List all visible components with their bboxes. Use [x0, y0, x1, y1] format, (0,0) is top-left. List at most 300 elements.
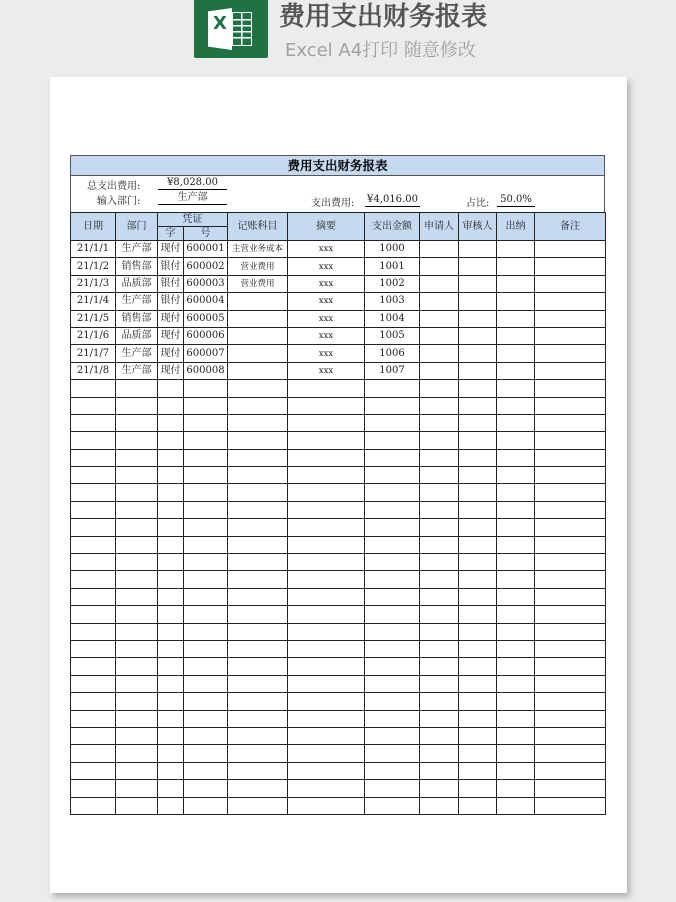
- amount-cell[interactable]: [365, 658, 420, 675]
- cashier-cell[interactable]: [497, 658, 535, 675]
- voucher-number-cell[interactable]: [184, 519, 228, 536]
- voucher-number-cell[interactable]: [184, 536, 228, 553]
- voucher-type-cell[interactable]: [158, 536, 184, 553]
- account-cell[interactable]: [228, 449, 288, 466]
- cashier-cell[interactable]: [497, 467, 535, 484]
- notes-cell[interactable]: [535, 519, 606, 536]
- cashier-cell[interactable]: [497, 275, 535, 292]
- summary-cell[interactable]: [288, 554, 365, 571]
- reviewer-cell[interactable]: [459, 640, 497, 657]
- applicant-cell[interactable]: [420, 241, 459, 258]
- amount-cell[interactable]: 1004: [365, 310, 420, 327]
- voucher-type-cell[interactable]: [158, 693, 184, 710]
- department-cell[interactable]: 品质部: [116, 275, 158, 292]
- summary-cell[interactable]: [288, 762, 365, 779]
- amount-cell[interactable]: [365, 623, 420, 640]
- voucher-type-cell[interactable]: 现付: [158, 310, 184, 327]
- voucher-number-cell[interactable]: [184, 414, 228, 431]
- notes-cell[interactable]: [535, 727, 606, 744]
- date-cell[interactable]: 21/1/7: [71, 345, 116, 362]
- cashier-cell[interactable]: [497, 327, 535, 344]
- summary-cell[interactable]: [288, 745, 365, 762]
- department-cell[interactable]: 销售部: [116, 258, 158, 275]
- department-cell[interactable]: [116, 606, 158, 623]
- cashier-cell[interactable]: [497, 693, 535, 710]
- date-cell[interactable]: [71, 519, 116, 536]
- summary-cell[interactable]: [288, 519, 365, 536]
- applicant-cell[interactable]: [420, 414, 459, 431]
- voucher-type-cell[interactable]: [158, 675, 184, 692]
- voucher-number-cell[interactable]: [184, 588, 228, 605]
- summary-cell[interactable]: [288, 780, 365, 797]
- voucher-type-cell[interactable]: [158, 745, 184, 762]
- date-cell[interactable]: 21/1/3: [71, 275, 116, 292]
- notes-cell[interactable]: [535, 797, 606, 814]
- applicant-cell[interactable]: [420, 797, 459, 814]
- voucher-number-cell[interactable]: [184, 762, 228, 779]
- reviewer-cell[interactable]: [459, 675, 497, 692]
- summary-cell[interactable]: [288, 658, 365, 675]
- notes-cell[interactable]: [535, 380, 606, 397]
- account-cell[interactable]: [228, 293, 288, 310]
- reviewer-cell[interactable]: [459, 710, 497, 727]
- reviewer-cell[interactable]: [459, 501, 497, 518]
- reviewer-cell[interactable]: [459, 484, 497, 501]
- account-cell[interactable]: [228, 327, 288, 344]
- summary-cell[interactable]: [288, 397, 365, 414]
- voucher-type-cell[interactable]: 银付: [158, 293, 184, 310]
- notes-cell[interactable]: [535, 327, 606, 344]
- date-cell[interactable]: [71, 640, 116, 657]
- voucher-number-cell[interactable]: [184, 606, 228, 623]
- summary-cell[interactable]: [288, 606, 365, 623]
- department-cell[interactable]: [116, 762, 158, 779]
- voucher-type-cell[interactable]: [158, 762, 184, 779]
- account-cell[interactable]: [228, 345, 288, 362]
- voucher-number-cell[interactable]: 600007: [184, 345, 228, 362]
- amount-cell[interactable]: 1001: [365, 258, 420, 275]
- department-cell[interactable]: [116, 727, 158, 744]
- date-cell[interactable]: 21/1/1: [71, 241, 116, 258]
- department-input[interactable]: 生产部: [158, 191, 227, 205]
- reviewer-cell[interactable]: [459, 362, 497, 379]
- voucher-number-cell[interactable]: [184, 693, 228, 710]
- voucher-type-cell[interactable]: [158, 484, 184, 501]
- amount-cell[interactable]: [365, 745, 420, 762]
- notes-cell[interactable]: [535, 606, 606, 623]
- date-cell[interactable]: [71, 675, 116, 692]
- voucher-type-cell[interactable]: [158, 588, 184, 605]
- cashier-cell[interactable]: [497, 710, 535, 727]
- voucher-number-cell[interactable]: 600002: [184, 258, 228, 275]
- voucher-number-cell[interactable]: [184, 640, 228, 657]
- department-cell[interactable]: [116, 449, 158, 466]
- cashier-cell[interactable]: [497, 519, 535, 536]
- voucher-type-cell[interactable]: [158, 797, 184, 814]
- department-cell[interactable]: [116, 623, 158, 640]
- cashier-cell[interactable]: [497, 640, 535, 657]
- date-cell[interactable]: [71, 380, 116, 397]
- notes-cell[interactable]: [535, 554, 606, 571]
- department-cell[interactable]: [116, 414, 158, 431]
- department-cell[interactable]: 生产部: [116, 241, 158, 258]
- notes-cell[interactable]: [535, 414, 606, 431]
- voucher-type-cell[interactable]: [158, 623, 184, 640]
- applicant-cell[interactable]: [420, 275, 459, 292]
- reviewer-cell[interactable]: [459, 449, 497, 466]
- account-cell[interactable]: [228, 762, 288, 779]
- cashier-cell[interactable]: [497, 258, 535, 275]
- reviewer-cell[interactable]: [459, 693, 497, 710]
- account-cell[interactable]: [228, 780, 288, 797]
- account-cell[interactable]: [228, 519, 288, 536]
- date-cell[interactable]: [71, 449, 116, 466]
- amount-cell[interactable]: [365, 484, 420, 501]
- department-cell[interactable]: [116, 554, 158, 571]
- summary-cell[interactable]: [288, 536, 365, 553]
- notes-cell[interactable]: [535, 467, 606, 484]
- date-cell[interactable]: [71, 554, 116, 571]
- cashier-cell[interactable]: [497, 762, 535, 779]
- account-cell[interactable]: [228, 606, 288, 623]
- voucher-number-cell[interactable]: [184, 501, 228, 518]
- voucher-number-cell[interactable]: [184, 571, 228, 588]
- notes-cell[interactable]: [535, 536, 606, 553]
- account-cell[interactable]: [228, 380, 288, 397]
- voucher-number-cell[interactable]: 600005: [184, 310, 228, 327]
- applicant-cell[interactable]: [420, 745, 459, 762]
- applicant-cell[interactable]: [420, 380, 459, 397]
- amount-cell[interactable]: [365, 501, 420, 518]
- applicant-cell[interactable]: [420, 258, 459, 275]
- date-cell[interactable]: [71, 536, 116, 553]
- account-cell[interactable]: [228, 432, 288, 449]
- summary-cell[interactable]: [288, 710, 365, 727]
- voucher-type-cell[interactable]: [158, 449, 184, 466]
- date-cell[interactable]: [71, 501, 116, 518]
- applicant-cell[interactable]: [420, 710, 459, 727]
- notes-cell[interactable]: [535, 588, 606, 605]
- voucher-number-cell[interactable]: [184, 484, 228, 501]
- ratio-value[interactable]: 50.0%: [497, 193, 535, 207]
- voucher-type-cell[interactable]: 现付: [158, 362, 184, 379]
- department-cell[interactable]: [116, 710, 158, 727]
- summary-cell[interactable]: [288, 623, 365, 640]
- voucher-type-cell[interactable]: [158, 710, 184, 727]
- voucher-number-cell[interactable]: 600003: [184, 275, 228, 292]
- voucher-number-cell[interactable]: [184, 397, 228, 414]
- applicant-cell[interactable]: [420, 762, 459, 779]
- notes-cell[interactable]: [535, 571, 606, 588]
- notes-cell[interactable]: [535, 501, 606, 518]
- date-cell[interactable]: 21/1/4: [71, 293, 116, 310]
- summary-cell[interactable]: xxx: [288, 293, 365, 310]
- account-cell[interactable]: [228, 797, 288, 814]
- cashier-cell[interactable]: [497, 449, 535, 466]
- account-cell[interactable]: [228, 675, 288, 692]
- cashier-cell[interactable]: [497, 241, 535, 258]
- account-cell[interactable]: [228, 588, 288, 605]
- summary-cell[interactable]: [288, 467, 365, 484]
- notes-cell[interactable]: [535, 623, 606, 640]
- notes-cell[interactable]: [535, 397, 606, 414]
- date-cell[interactable]: [71, 571, 116, 588]
- date-cell[interactable]: [71, 780, 116, 797]
- notes-cell[interactable]: [535, 432, 606, 449]
- amount-cell[interactable]: [365, 536, 420, 553]
- account-cell[interactable]: 营业费用: [228, 275, 288, 292]
- notes-cell[interactable]: [535, 362, 606, 379]
- department-cell[interactable]: [116, 397, 158, 414]
- applicant-cell[interactable]: [420, 519, 459, 536]
- reviewer-cell[interactable]: [459, 797, 497, 814]
- cashier-cell[interactable]: [497, 797, 535, 814]
- date-cell[interactable]: [71, 710, 116, 727]
- amount-cell[interactable]: [365, 588, 420, 605]
- amount-cell[interactable]: 1006: [365, 345, 420, 362]
- amount-cell[interactable]: [365, 606, 420, 623]
- cashier-cell[interactable]: [497, 380, 535, 397]
- applicant-cell[interactable]: [420, 536, 459, 553]
- reviewer-cell[interactable]: [459, 571, 497, 588]
- department-cell[interactable]: 销售部: [116, 310, 158, 327]
- account-cell[interactable]: [228, 484, 288, 501]
- applicant-cell[interactable]: [420, 640, 459, 657]
- applicant-cell[interactable]: [420, 571, 459, 588]
- account-cell[interactable]: [228, 693, 288, 710]
- applicant-cell[interactable]: [420, 623, 459, 640]
- date-cell[interactable]: [71, 693, 116, 710]
- summary-cell[interactable]: [288, 449, 365, 466]
- summary-cell[interactable]: xxx: [288, 241, 365, 258]
- notes-cell[interactable]: [535, 745, 606, 762]
- voucher-type-cell[interactable]: 现付: [158, 327, 184, 344]
- amount-cell[interactable]: 1005: [365, 327, 420, 344]
- cashier-cell[interactable]: [497, 310, 535, 327]
- total-expense-value[interactable]: ¥8,028.00: [158, 176, 227, 190]
- summary-cell[interactable]: xxx: [288, 362, 365, 379]
- date-cell[interactable]: [71, 467, 116, 484]
- department-cell[interactable]: [116, 797, 158, 814]
- notes-cell[interactable]: [535, 658, 606, 675]
- reviewer-cell[interactable]: [459, 588, 497, 605]
- summary-cell[interactable]: [288, 380, 365, 397]
- voucher-type-cell[interactable]: [158, 414, 184, 431]
- applicant-cell[interactable]: [420, 554, 459, 571]
- cashier-cell[interactable]: [497, 623, 535, 640]
- amount-cell[interactable]: [365, 467, 420, 484]
- reviewer-cell[interactable]: [459, 658, 497, 675]
- voucher-type-cell[interactable]: [158, 467, 184, 484]
- department-cell[interactable]: [116, 467, 158, 484]
- applicant-cell[interactable]: [420, 675, 459, 692]
- summary-cell[interactable]: [288, 588, 365, 605]
- notes-cell[interactable]: [535, 258, 606, 275]
- voucher-number-cell[interactable]: [184, 727, 228, 744]
- cashier-cell[interactable]: [497, 780, 535, 797]
- reviewer-cell[interactable]: [459, 623, 497, 640]
- notes-cell[interactable]: [535, 484, 606, 501]
- cashier-cell[interactable]: [497, 675, 535, 692]
- cashier-cell[interactable]: [497, 293, 535, 310]
- department-cell[interactable]: [116, 745, 158, 762]
- summary-cell[interactable]: [288, 693, 365, 710]
- department-cell[interactable]: 生产部: [116, 362, 158, 379]
- applicant-cell[interactable]: [420, 345, 459, 362]
- voucher-type-cell[interactable]: [158, 432, 184, 449]
- cashier-cell[interactable]: [497, 501, 535, 518]
- reviewer-cell[interactable]: [459, 241, 497, 258]
- department-cell[interactable]: [116, 501, 158, 518]
- notes-cell[interactable]: [535, 693, 606, 710]
- cashier-cell[interactable]: [497, 345, 535, 362]
- cashier-cell[interactable]: [497, 414, 535, 431]
- account-cell[interactable]: [228, 536, 288, 553]
- reviewer-cell[interactable]: [459, 293, 497, 310]
- voucher-number-cell[interactable]: 600001: [184, 241, 228, 258]
- cashier-cell[interactable]: [497, 588, 535, 605]
- cashier-cell[interactable]: [497, 432, 535, 449]
- cashier-cell[interactable]: [497, 362, 535, 379]
- applicant-cell[interactable]: [420, 484, 459, 501]
- applicant-cell[interactable]: [420, 310, 459, 327]
- date-cell[interactable]: [71, 658, 116, 675]
- notes-cell[interactable]: [535, 780, 606, 797]
- summary-cell[interactable]: [288, 797, 365, 814]
- reviewer-cell[interactable]: [459, 519, 497, 536]
- summary-cell[interactable]: [288, 501, 365, 518]
- summary-cell[interactable]: [288, 432, 365, 449]
- voucher-number-cell[interactable]: [184, 745, 228, 762]
- cashier-cell[interactable]: [497, 536, 535, 553]
- applicant-cell[interactable]: [420, 693, 459, 710]
- date-cell[interactable]: 21/1/2: [71, 258, 116, 275]
- date-cell[interactable]: [71, 745, 116, 762]
- department-cell[interactable]: [116, 484, 158, 501]
- voucher-number-cell[interactable]: [184, 432, 228, 449]
- voucher-type-cell[interactable]: [158, 397, 184, 414]
- date-cell[interactable]: [71, 797, 116, 814]
- cashier-cell[interactable]: [497, 745, 535, 762]
- account-cell[interactable]: [228, 310, 288, 327]
- reviewer-cell[interactable]: [459, 536, 497, 553]
- voucher-number-cell[interactable]: [184, 554, 228, 571]
- department-cell[interactable]: [116, 780, 158, 797]
- amount-cell[interactable]: [365, 519, 420, 536]
- amount-cell[interactable]: 1000: [365, 241, 420, 258]
- department-cell[interactable]: [116, 658, 158, 675]
- department-cell[interactable]: 品质部: [116, 327, 158, 344]
- amount-cell[interactable]: 1002: [365, 275, 420, 292]
- amount-cell[interactable]: 1003: [365, 293, 420, 310]
- cashier-cell[interactable]: [497, 484, 535, 501]
- notes-cell[interactable]: [535, 345, 606, 362]
- account-cell[interactable]: [228, 467, 288, 484]
- voucher-type-cell[interactable]: [158, 571, 184, 588]
- date-cell[interactable]: [71, 432, 116, 449]
- amount-cell[interactable]: [365, 797, 420, 814]
- account-cell[interactable]: [228, 623, 288, 640]
- notes-cell[interactable]: [535, 275, 606, 292]
- account-cell[interactable]: [228, 362, 288, 379]
- date-cell[interactable]: [71, 588, 116, 605]
- voucher-type-cell[interactable]: [158, 606, 184, 623]
- reviewer-cell[interactable]: [459, 467, 497, 484]
- account-cell[interactable]: [228, 658, 288, 675]
- date-cell[interactable]: [71, 606, 116, 623]
- voucher-number-cell[interactable]: [184, 467, 228, 484]
- department-cell[interactable]: [116, 571, 158, 588]
- date-cell[interactable]: 21/1/6: [71, 327, 116, 344]
- summary-cell[interactable]: xxx: [288, 345, 365, 362]
- summary-cell[interactable]: [288, 414, 365, 431]
- applicant-cell[interactable]: [420, 362, 459, 379]
- summary-cell[interactable]: xxx: [288, 327, 365, 344]
- voucher-number-cell[interactable]: [184, 710, 228, 727]
- department-cell[interactable]: [116, 432, 158, 449]
- voucher-type-cell[interactable]: 银付: [158, 275, 184, 292]
- account-cell[interactable]: [228, 414, 288, 431]
- cashier-cell[interactable]: [497, 554, 535, 571]
- department-cell[interactable]: [116, 640, 158, 657]
- department-cell[interactable]: [116, 693, 158, 710]
- cashier-cell[interactable]: [497, 571, 535, 588]
- department-cell[interactable]: [116, 675, 158, 692]
- voucher-number-cell[interactable]: [184, 658, 228, 675]
- amount-cell[interactable]: [365, 780, 420, 797]
- department-cell[interactable]: [116, 519, 158, 536]
- voucher-type-cell[interactable]: 现付: [158, 345, 184, 362]
- notes-cell[interactable]: [535, 762, 606, 779]
- department-cell[interactable]: [116, 536, 158, 553]
- expense-value[interactable]: ¥4,016.00: [365, 193, 420, 207]
- notes-cell[interactable]: [535, 449, 606, 466]
- applicant-cell[interactable]: [420, 606, 459, 623]
- date-cell[interactable]: [71, 414, 116, 431]
- voucher-number-cell[interactable]: [184, 797, 228, 814]
- applicant-cell[interactable]: [420, 467, 459, 484]
- applicant-cell[interactable]: [420, 449, 459, 466]
- summary-cell[interactable]: xxx: [288, 275, 365, 292]
- notes-cell[interactable]: [535, 640, 606, 657]
- reviewer-cell[interactable]: [459, 762, 497, 779]
- voucher-number-cell[interactable]: 600008: [184, 362, 228, 379]
- voucher-number-cell[interactable]: 600004: [184, 293, 228, 310]
- date-cell[interactable]: [71, 762, 116, 779]
- amount-cell[interactable]: 1007: [365, 362, 420, 379]
- date-cell[interactable]: 21/1/8: [71, 362, 116, 379]
- account-cell[interactable]: [228, 745, 288, 762]
- department-cell[interactable]: 生产部: [116, 345, 158, 362]
- account-cell[interactable]: [228, 710, 288, 727]
- voucher-number-cell[interactable]: [184, 623, 228, 640]
- reviewer-cell[interactable]: [459, 727, 497, 744]
- voucher-type-cell[interactable]: [158, 640, 184, 657]
- notes-cell[interactable]: [535, 675, 606, 692]
- summary-cell[interactable]: [288, 640, 365, 657]
- reviewer-cell[interactable]: [459, 327, 497, 344]
- department-cell[interactable]: 生产部: [116, 293, 158, 310]
- summary-cell[interactable]: [288, 727, 365, 744]
- amount-cell[interactable]: [365, 449, 420, 466]
- date-cell[interactable]: [71, 623, 116, 640]
- amount-cell[interactable]: [365, 397, 420, 414]
- amount-cell[interactable]: [365, 640, 420, 657]
- account-cell[interactable]: [228, 397, 288, 414]
- reviewer-cell[interactable]: [459, 780, 497, 797]
- voucher-type-cell[interactable]: [158, 501, 184, 518]
- account-cell[interactable]: [228, 571, 288, 588]
